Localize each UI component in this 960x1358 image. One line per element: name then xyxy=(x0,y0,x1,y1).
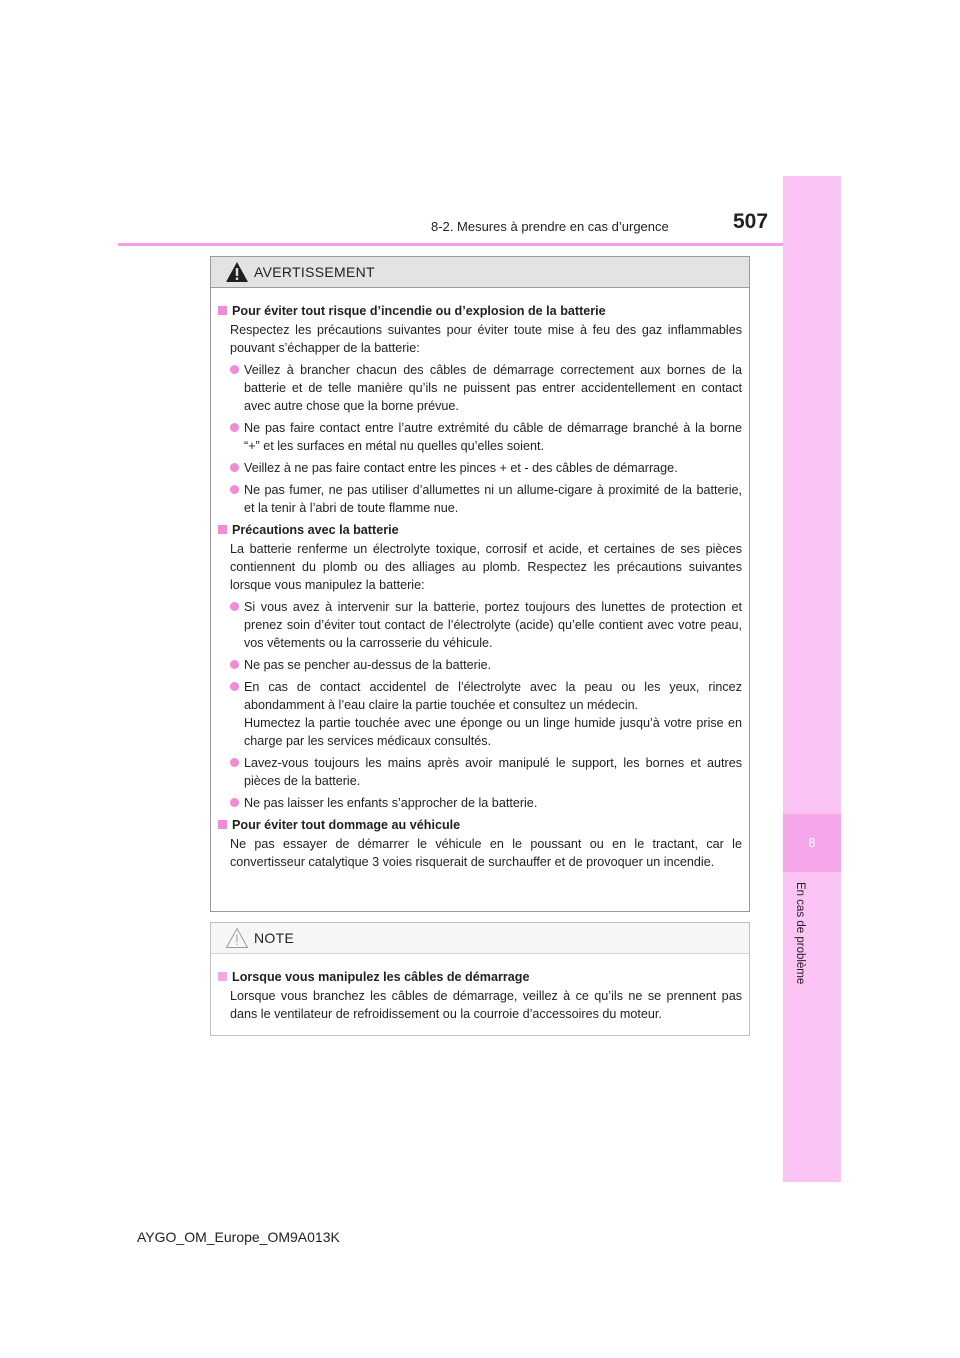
page-number: 507 xyxy=(733,210,769,233)
section-heading: Pour éviter tout risque d’incendie ou d’explosion de la batterie xyxy=(218,302,742,320)
bullet-dot-icon xyxy=(230,798,239,807)
document-code: AYGO_OM_Europe_OM9A013K xyxy=(137,1229,340,1245)
list-item: Si vous avez à intervenir sur la batterie, portez toujours des lunettes de protection et prenez soin d’éviter tout contact de l’électrolyte (acide) qu’elle contient avec votre peau, vos vêtements ou la carrosserie du véhicule. xyxy=(230,598,742,652)
list-item: Ne pas faire contact entre l’autre extrémité du câble de démarrage branché à la borne “+” et les surfaces en métal nu quelles qu’elles soient. xyxy=(230,419,742,455)
warning-box-header xyxy=(211,257,749,288)
section-intro: Ne pas essayer de démarrer le véhicule en le poussant ou en le tractant, car le convertisseur catalytique 3 voies risquerait de surchauffer et de provoquer un incendie. xyxy=(230,837,742,869)
chapter-tab-label: En cas de problème xyxy=(794,882,806,985)
note-text: Lorsque vous branchez les câbles de démarrage, veillez à ce qu’ils ne se prennent pas dans le ventilateur de refroidissement ou la courroie d’accessoires du moteur. xyxy=(230,989,742,1021)
bullet-text: En cas de contact accidentel de l’électrolyte avec la peau ou les yeux, rincez abondamment à l’eau claire la partie touchée et consultez un médecin. xyxy=(244,680,742,712)
list-item: Ne pas se pencher au-dessus de la batterie. xyxy=(230,656,742,674)
note-box xyxy=(210,922,750,1036)
list-item: Ne pas laisser les enfants s’approcher de la batterie. xyxy=(230,794,742,812)
chapter-reference: 8-2. Mesures à prendre en cas d’urgence xyxy=(431,219,669,234)
header-rule xyxy=(118,243,840,246)
bullet-dot-icon xyxy=(230,463,239,472)
bullet-dot-icon xyxy=(230,423,239,432)
note-box-title: NOTE xyxy=(254,930,295,946)
chapter-side-tab xyxy=(783,176,841,1182)
list-item: Lavez-vous toujours les mains après avoir manipulé le support, les bornes et autres pièces de la batterie. xyxy=(230,754,742,790)
section-intro: Respectez les précautions suivantes pour éviter toute mise à feu des gaz inflammables pouvant s’échapper de la batterie: xyxy=(230,323,742,355)
square-bullet-icon xyxy=(218,525,227,534)
bullet-dot-icon xyxy=(230,682,239,691)
warning-triangle-icon xyxy=(225,261,249,283)
bullet-dot-icon xyxy=(230,660,239,669)
section-heading: Lorsque vous manipulez les câbles de démarrage xyxy=(218,968,742,986)
square-bullet-icon xyxy=(218,972,227,981)
bullet-dot-icon xyxy=(230,485,239,494)
section-heading: Précautions avec la batterie xyxy=(218,521,742,539)
warning-box-title: AVERTISSEMENT xyxy=(254,264,375,280)
square-bullet-icon xyxy=(218,306,227,315)
section-heading: Pour éviter tout dommage au véhicule xyxy=(218,816,742,834)
chapter-tab-number: 8 xyxy=(783,814,841,872)
bullet-dot-icon xyxy=(230,758,239,767)
section-intro: La batterie renferme un électrolyte toxique, corrosif et acide, et certaines de ses pièces contiennent du plomb ou des alliages au plomb. Respectez les précautions suivantes lorsque vous manipulez la batterie: xyxy=(230,542,742,592)
note-box-header xyxy=(211,923,749,954)
bullet-text-extra: Humectez la partie touchée avec une éponge ou un linge humide jusqu’à votre prise en charge par les services médicaux consultés. xyxy=(244,716,742,748)
square-bullet-icon xyxy=(218,820,227,829)
list-item: Veillez à ne pas faire contact entre les pinces + et - des câbles de démarrage. xyxy=(230,459,742,477)
warning-box xyxy=(210,256,750,912)
bullet-dot-icon xyxy=(230,365,239,374)
caution-triangle-icon xyxy=(225,927,249,949)
bullet-dot-icon xyxy=(230,602,239,611)
list-item: Veillez à brancher chacun des câbles de démarrage correctement aux bornes de la batterie et de telle manière qu’ils ne puissent pas entrer accidentellement en contact avec autre chose que la borne prévue. xyxy=(230,361,742,415)
list-item xyxy=(230,678,742,750)
list-item: Ne pas fumer, ne pas utiliser d’allumettes ni un allume-cigare à proximité de la batterie, et la tenir à l’abri de toute flamme nue. xyxy=(230,481,742,517)
